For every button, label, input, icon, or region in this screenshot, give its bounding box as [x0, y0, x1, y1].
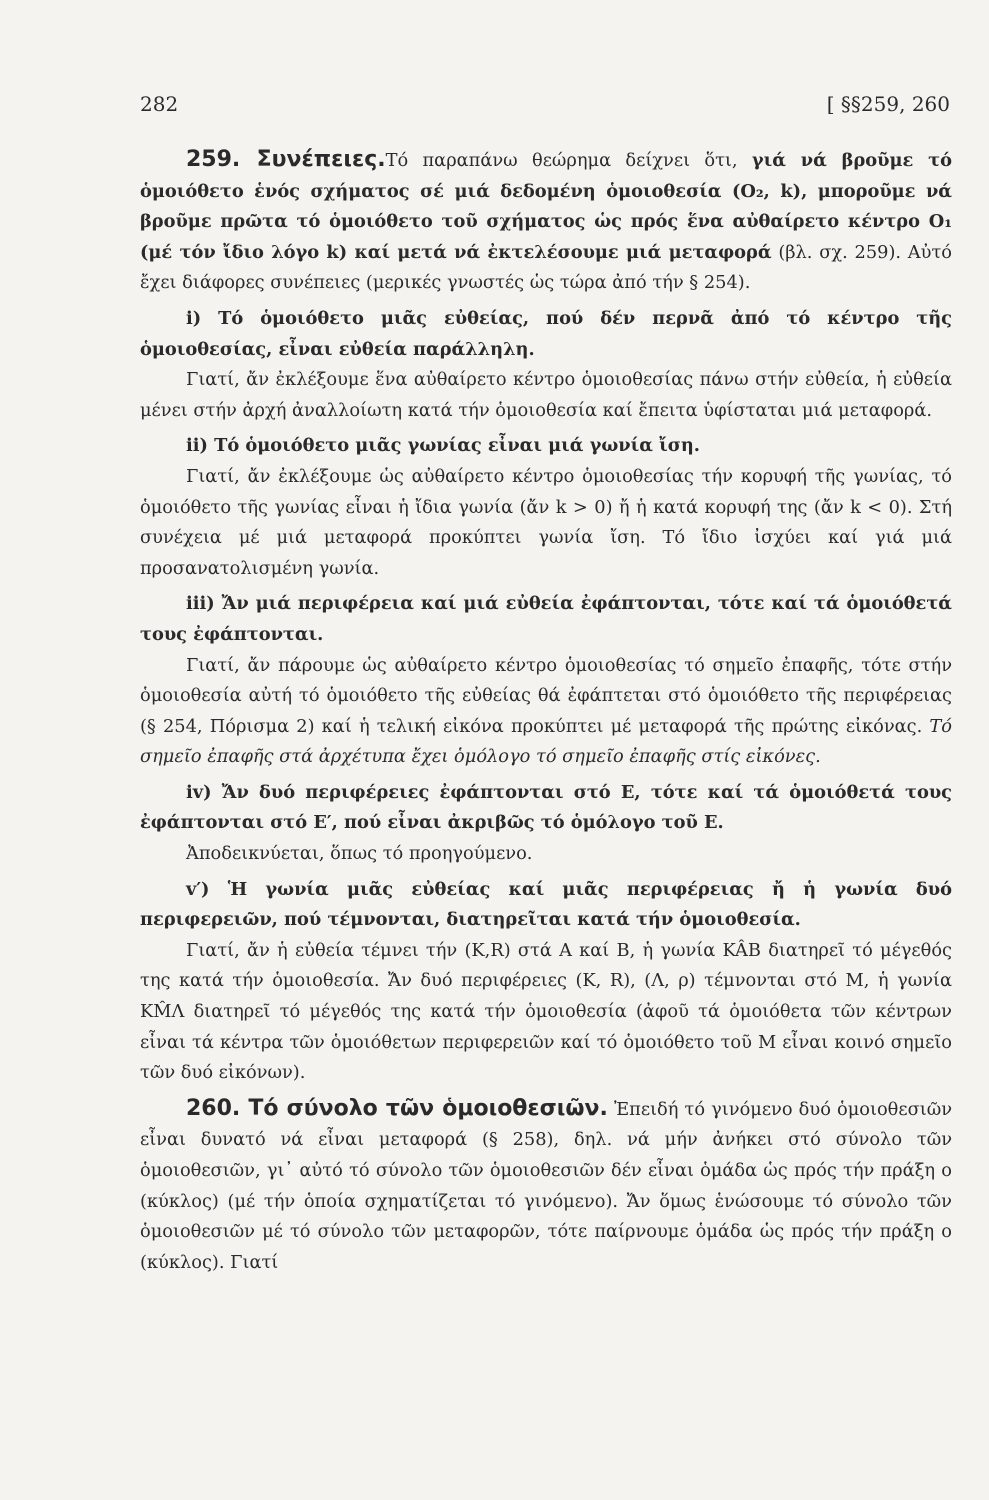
item-i: [140, 304, 952, 365]
section-260-text: Ἐπειδή τό γινόμενο δυό ὁμοιοθεσιῶν εἶναι δυνατό νά εἶναι μεταφορά (§ 258), δηλ. νά μήν ἀνήκει στό σύνολο τῶν ὁμοιοθεσιῶν, γι᾽ αὐτό τό σύνολο τῶν ὁμοιοθεσιῶν δέν εἶναι ὁμάδα ὡς πρός τήν πράξη ο (κύκλος) (μέ τήν ὁποία σχηματίζεται τό γινόμενο). Ἄν ὅμως ἑνώσουμε τό σύνολο τῶν ὁμοιοθεσιῶν μέ τό σύνολο τῶν μεταφορῶν, τότε παίρνουμε ὁμάδα ὡς πρός τήν πράξη ο (κύκλος). Γιατί: [140, 1098, 952, 1273]
item-v: [140, 875, 952, 936]
item-iv: [140, 778, 952, 839]
page-header: [140, 92, 952, 132]
item-ii: [140, 431, 952, 462]
item-i-text: i) Τό ὁμοιόθετο μιᾶς εὐθείας, πού δέν περνᾶ ἀπό τό κέντρο τῆς ὁμοιοθεσίας, εἶναι εὐθεία παράλληλη.: [140, 307, 952, 360]
item-iii-text: iii) Ἄν μιά περιφέρεια καί μιά εὐθεία ἐφάπτονται, τότε καί τά ὁμοιόθετά τους ἐφάπτονται.: [140, 593, 952, 645]
proof-iv: Ἀποδεικνύεται, ὅπως τό προηγούμενο.: [186, 843, 533, 865]
book-page: [140, 92, 952, 1278]
proof-v: Γιατί, ἄν ἡ εὐθεία τέμνει τήν (K,R) στά A καί B, ἡ γωνία KÂB διατηρεῖ τό μέγεθός της κατά τήν ὁμοιοθεσία. Ἄν δυό περιφέρειες (K, R), (Λ, ρ) τέμνονται στό M, ἡ γωνία KM̂Λ διατηρεῖ τό μέγεθός της κατά τήν ὁμοιοθεσία (ἀφοῦ τά ὁμοιόθετα τῶν κέντρων εἶναι τά κέντρα τῶν ὁμοιόθετων περιφερειῶν καί τό ὁμοιόθετο τοῦ M εἶναι κοινό σημεῖο τῶν δυό εἰκόνων).: [140, 939, 952, 1084]
intro-text-bold: γιά νά βροῦμε τό ὁμοιόθετο ἑνός σχήματος σέ μιά δεδομένη ὁμοιοθεσία (O₂, k), μποροῦμε νά βροῦμε πρῶτα τό ὁμοιόθετο τοῦ σχήματος ὡς πρός ἕνα αὐθαίρετο κέντρο O₁ (μέ τόν ἴδιο λόγο k) καί μετά νά ἐκτελέσουμε μιά μεταφορά: [140, 150, 952, 263]
proof-ii: Γιατί, ἄν ἐκλέξουμε ὡς αὐθαίρετο κέντρο ὁμοιοθεσίας τήν κορυφή τῆς γωνίας, τό ὁμοιόθετο τῆς γωνίας εἶναι ἡ ἴδια γωνία (ἄν k > 0) ἤ ἡ κατά κορυφή της (ἄν k < 0). Στή συνέχεια μέ μιά μεταφορά προκύπτει γωνία ἴση. Τό ἴδιο ἰσχύει καί γιά μιά προσανατολισμένη γωνία.: [140, 465, 952, 579]
section-reference: [ §§259, 260: [826, 92, 950, 116]
proof-i: Γιατί, ἄν ἐκλέξουμε ἕνα αὐθαίρετο κέντρο ὁμοιοθεσίας πάνω στήν εὐθεία, ἡ εὐθεία μένει στήν ἀρχή ἀναλλοίωτη κατά τήν ὁμοιοθεσία καί ἔπειτα ὑφίσταται μιά μεταφορά.: [140, 369, 952, 421]
item-v-text: v′) Ἡ γωνία μιᾶς εὐθείας καί μιᾶς περιφέρειας ἤ ἡ γωνία δυό περιφερειῶν, πού τέμνονται, διατηρεῖται κατά τήν ὁμοιοθεσία.: [140, 878, 952, 931]
section-260-title: 260. Τό σύνολο τῶν ὁμοιοθεσιῶν.: [186, 1095, 608, 1121]
page-number: 282: [140, 92, 179, 116]
item-iii: [140, 589, 952, 650]
section-259-title: 259. Συνέπειες.: [186, 147, 386, 172]
section-259-intro: [140, 145, 952, 299]
proof-iii-italic: Τό σημεῖο ἐπαφῆς στά ἀρχέτυπα ἔχει ὁμόλογο τό σημεῖο ἐπαφῆς στίς εἰκόνες.: [140, 715, 952, 768]
proof-iii-text: Γιατί, ἄν πάρουμε ὡς αὐθαίρετο κέντρο ὁμοιοθεσίας τό σημεῖο ἐπαφῆς, τότε στήν ὁμοιοθεσία αὐτή τό ὁμοιόθετο τῆς εὐθείας θά ἐφάπτεται στό ὁμοιόθετο τῆς περιφέρειας (§ 254, Πόρισμα 2) καί ἡ τελική εἰκόνα προκύπτει μέ μεταφορά τῆς πρώτης εἰκόνας.: [140, 654, 952, 737]
intro-text-c: (βλ. σχ. 259). Αὐτό ἔχει διάφορες συνέπειες (μερικές γνωστές ὡς τώρα ἀπό τήν § 254).: [140, 241, 952, 294]
proof-iii: [140, 651, 952, 773]
intro-text-a: Τό παραπάνω θεώρημα δείχνει ὅτι,: [385, 150, 752, 171]
item-iv-text: iv) Ἄν δυό περιφέρειες ἐφάπτονται στό E, τότε καί τά ὁμοιόθετά τους ἐφάπτονται στό E′, πού εἶναι ἀκριβῶς τό ὁμόλογο τοῦ E.: [140, 781, 952, 834]
section-260: [140, 1094, 952, 1279]
page-body: [140, 145, 952, 1278]
item-ii-text: ii) Τό ὁμοιόθετο μιᾶς γωνίας εἶναι μιά γωνία ἴση.: [186, 435, 700, 457]
